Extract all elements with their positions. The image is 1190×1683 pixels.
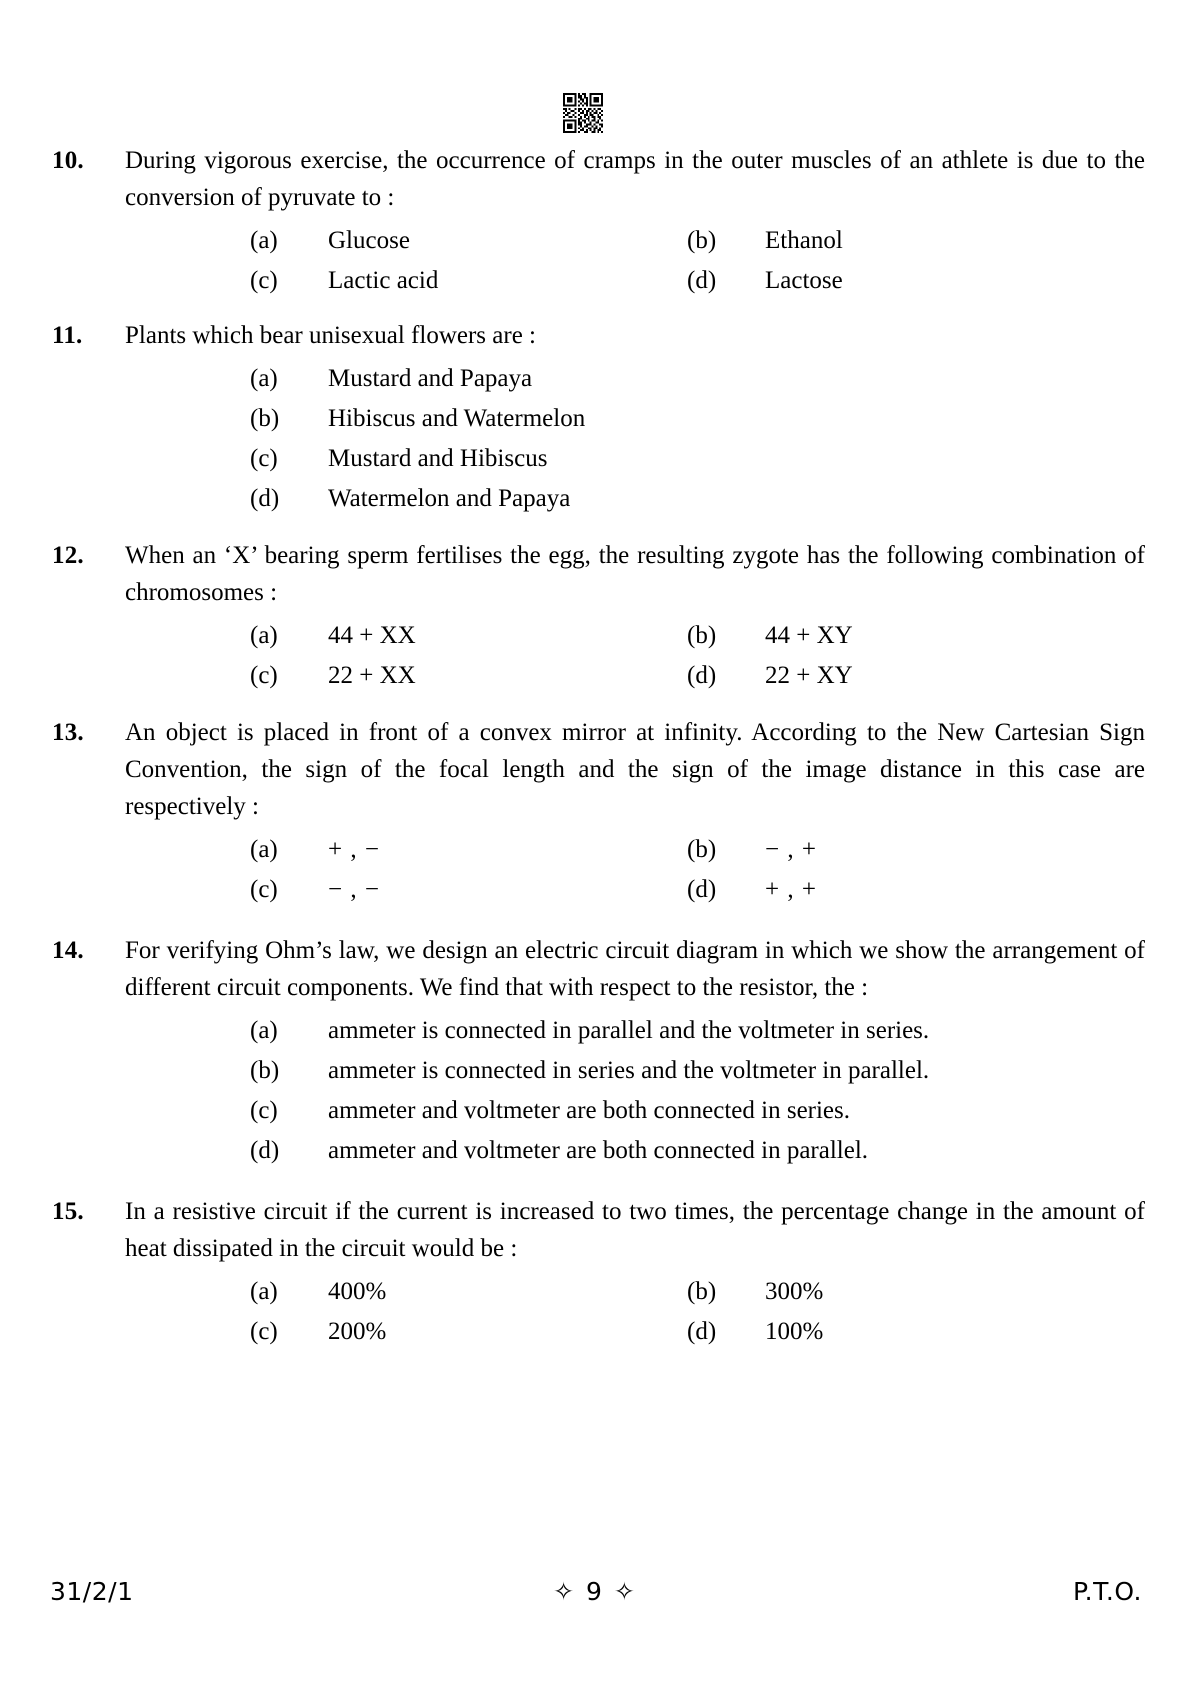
option-d[interactable] [687,261,843,301]
option-b[interactable] [250,1051,929,1091]
option-text: 44 + XX [328,622,416,649]
option-b[interactable] [687,1272,823,1312]
option-b[interactable] [687,221,843,261]
option-text: 22 + XY [765,662,853,689]
option-row [125,261,1145,301]
option-c[interactable] [250,1312,386,1352]
option-row [125,1131,1145,1171]
qr-code-icon [563,92,603,134]
option-a[interactable] [250,1011,929,1051]
question-11 [0,317,1190,519]
option-c[interactable] [250,261,438,301]
option-text: ammeter is connected in parallel and the voltmeter in series. [328,1017,930,1044]
page-footer [0,1577,1190,1611]
option-c[interactable] [250,439,547,479]
option-d[interactable] [250,479,570,519]
option-row [125,399,1145,439]
option-label: (c) [250,267,278,294]
option-text: Lactic acid [328,267,439,294]
option-label: (b) [250,405,280,432]
option-text: 200% [328,1318,387,1345]
option-label: (c) [250,662,278,689]
question-stem: In a resistive circuit if the current is increased to two times, the percentage change in the amount of heat dissipated in the circuit would be : [125,1198,1145,1262]
option-row [125,359,1145,399]
options-group [125,830,1145,910]
option-label: (d) [687,267,717,294]
option-row [125,1011,1145,1051]
option-row [125,439,1145,479]
question-number: 15. [52,1198,84,1225]
option-text: + , − [328,836,380,863]
question-number: 13. [52,719,84,746]
paper-code: 31/2/1 [50,1577,134,1606]
option-row [125,1312,1145,1352]
option-text: ammeter is connected in series and the voltmeter in parallel. [328,1057,930,1084]
option-b[interactable] [687,616,853,656]
question-stem: During vigorous exercise, the occurrence of cramps in the outer muscles of an athlete is due to the conversion of pyruvate to : [125,147,1145,211]
option-label: (a) [250,836,278,863]
option-row [125,656,1145,696]
option-label: (b) [687,836,717,863]
option-row [125,830,1145,870]
question-stem: An object is placed in front of a convex mirror at infinity. According to the New Cartesian Sign Convention, the sign of the focal length and the sign of the image distance in this case are respectively : [125,719,1145,820]
option-text: 44 + XY [765,622,853,649]
question-stem: For verifying Ohm’s law, we design an electric circuit diagram in which we show the arrangement of different circuit components. We find that with respect to the resistor, the : [125,937,1145,1001]
option-label: (a) [250,622,278,649]
option-label: (b) [687,227,717,254]
question-15 [0,1193,1190,1352]
page-number: ✧ 9 ✧ [553,1577,637,1606]
option-d[interactable] [250,1131,868,1171]
option-label: (c) [250,1318,278,1345]
options-group [125,616,1145,696]
option-label: (b) [250,1057,280,1084]
option-text: 400% [328,1278,387,1305]
option-row [125,221,1145,261]
option-text: Mustard and Hibiscus [328,445,548,472]
option-text: 22 + XX [328,662,416,689]
question-number: 12. [52,542,84,569]
option-c[interactable] [250,656,416,696]
question-13 [0,714,1190,910]
option-d[interactable] [687,870,817,910]
option-text: Hibiscus and Watermelon [328,405,586,432]
option-d[interactable] [687,1312,823,1352]
options-group [125,1011,1145,1171]
questions-list [0,142,1190,1368]
option-label: (a) [250,1278,278,1305]
option-label: (d) [687,876,717,903]
option-label: (d) [687,662,717,689]
option-label: (d) [250,485,280,512]
option-label: (b) [687,622,717,649]
option-row [125,616,1145,656]
option-text: Ethanol [765,227,843,254]
option-text: 100% [765,1318,824,1345]
option-text: Mustard and Papaya [328,365,533,392]
option-row [125,1091,1145,1131]
question-stem: When an ‘X’ bearing sperm fertilises the egg, the resulting zygote has the following combination of chromosomes : [125,542,1145,606]
options-group [125,1272,1145,1352]
option-a[interactable] [250,830,380,870]
option-label: (d) [687,1318,717,1345]
question-10 [0,142,1190,301]
option-label: (c) [250,445,278,472]
option-c[interactable] [250,870,380,910]
option-label: (c) [250,1097,278,1124]
option-b[interactable] [687,830,817,870]
option-a[interactable] [250,221,410,261]
option-text: Glucose [328,227,410,254]
option-d[interactable] [687,656,853,696]
option-text: − , + [765,836,817,863]
options-group [125,221,1145,301]
option-label: (b) [687,1278,717,1305]
option-text: Watermelon and Papaya [328,485,571,512]
option-text: ammeter and voltmeter are both connected in parallel. [328,1137,869,1164]
option-row [125,479,1145,519]
question-number: 10. [52,147,84,174]
options-group [125,359,1145,519]
option-label: (a) [250,1017,278,1044]
option-b[interactable] [250,399,585,439]
option-label: (a) [250,227,278,254]
option-row [125,870,1145,910]
question-stem: Plants which bear unisexual flowers are : [125,322,536,349]
pto-label: P.T.O. [1073,1577,1142,1606]
option-text: − , − [328,876,380,903]
question-12 [0,537,1190,696]
option-row [125,1051,1145,1091]
option-text: Lactose [765,267,843,294]
option-label: (a) [250,365,278,392]
question-number: 14. [52,937,84,964]
option-label: (d) [250,1137,280,1164]
option-text: + , + [765,876,817,903]
question-number: 11. [52,322,83,349]
option-label: (c) [250,876,278,903]
option-text: ammeter and voltmeter are both connected in series. [328,1097,851,1124]
question-14 [0,932,1190,1171]
option-a[interactable] [250,1272,386,1312]
option-text: 300% [765,1278,824,1305]
option-c[interactable] [250,1091,850,1131]
option-a[interactable] [250,616,416,656]
option-row [125,1272,1145,1312]
option-a[interactable] [250,359,532,399]
